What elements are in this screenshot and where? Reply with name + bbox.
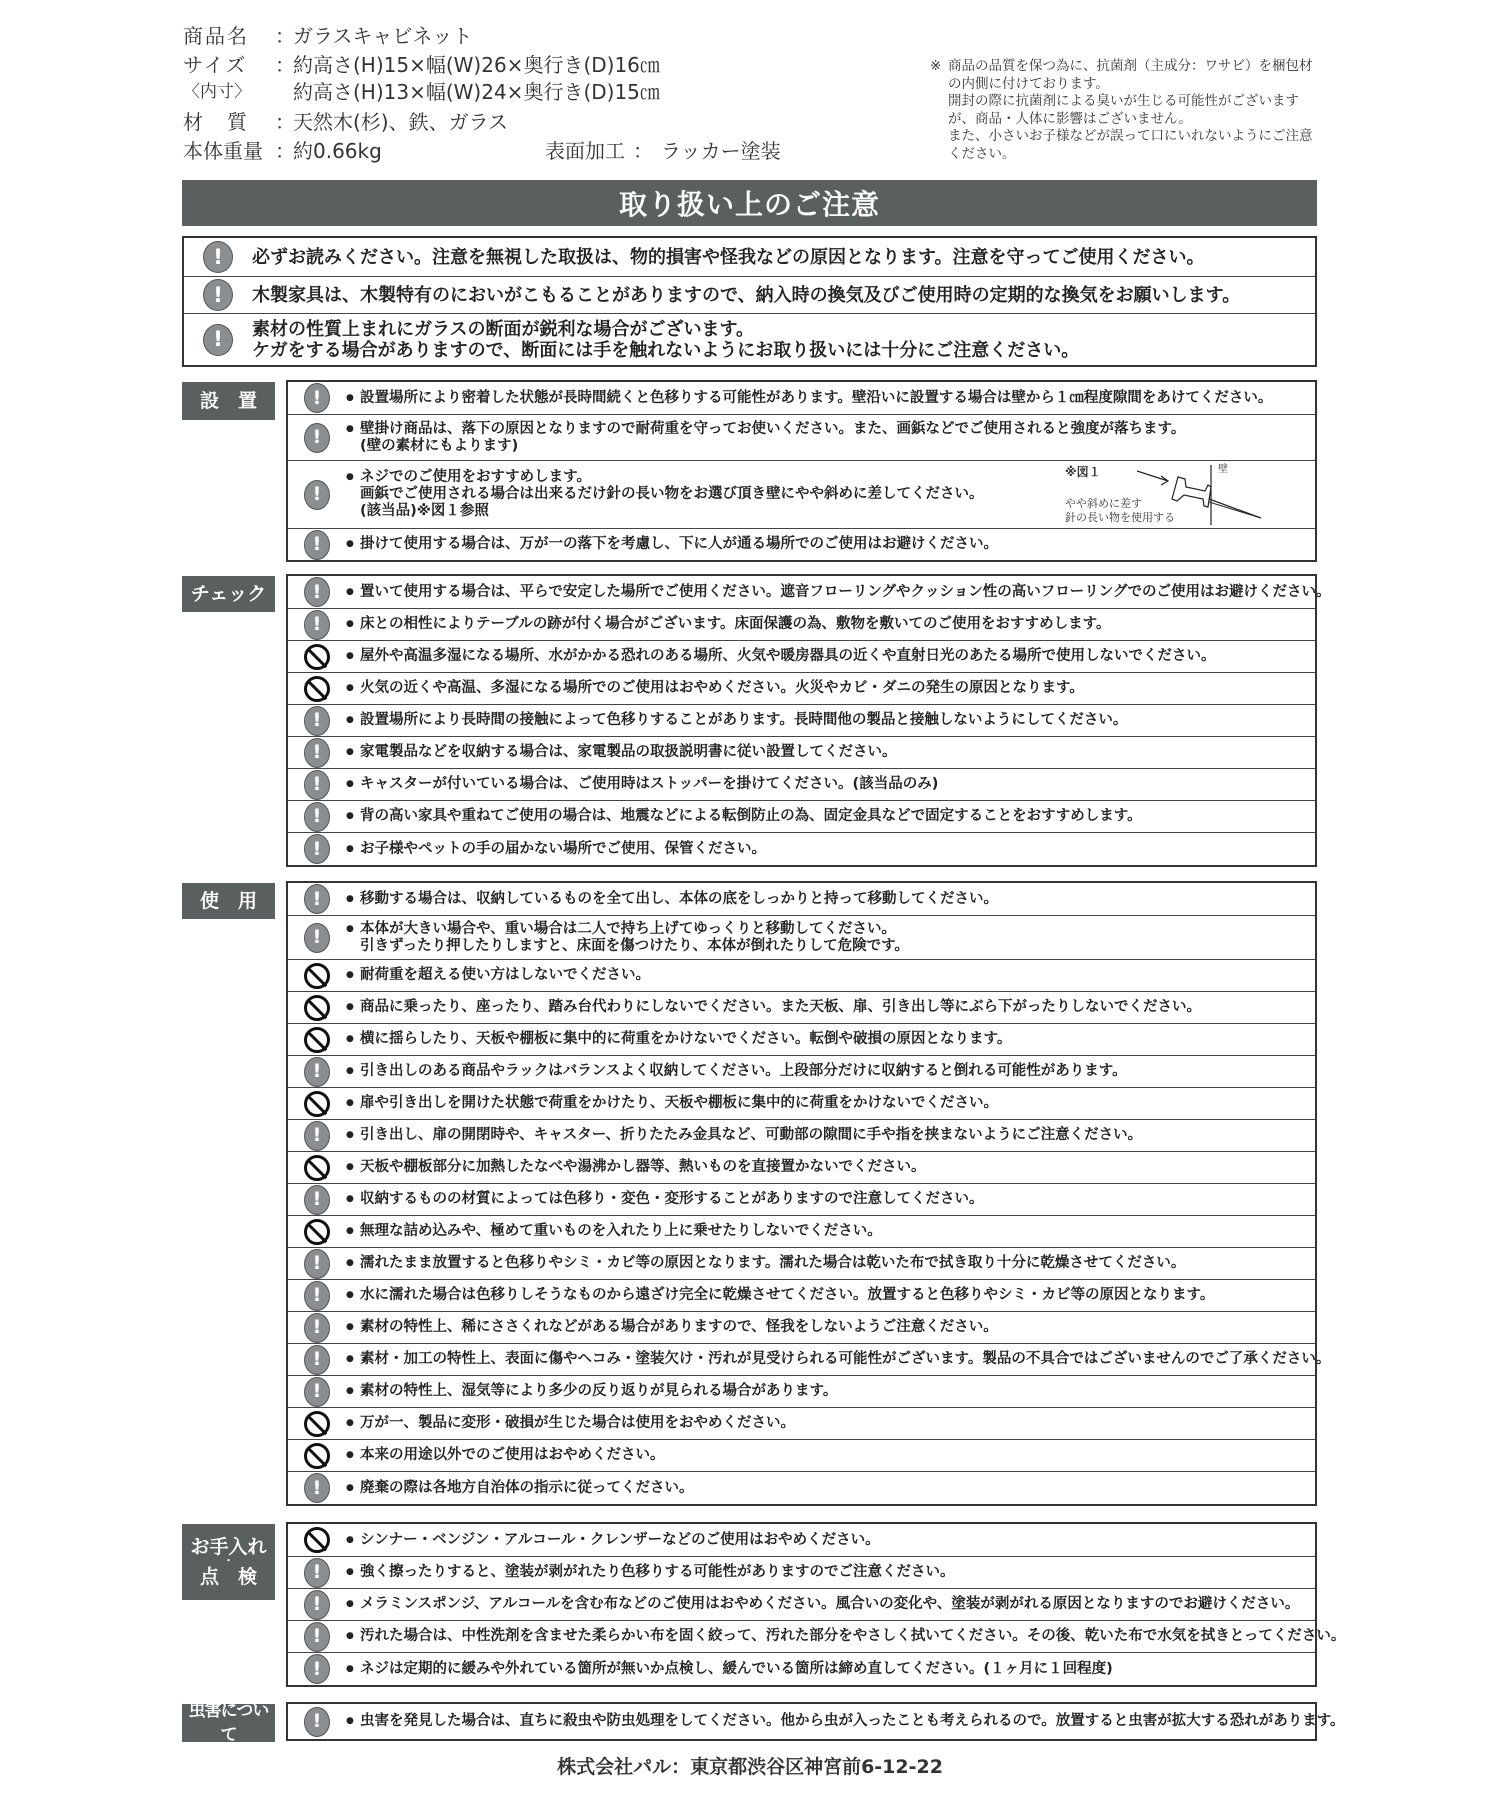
warning-icon: !: [304, 610, 330, 640]
caution-row: [288, 1311, 1315, 1343]
pushpin-icon: [1065, 463, 1285, 533]
bullet-icon: ●: [346, 1162, 354, 1172]
figure-wall-label: 壁: [1218, 464, 1228, 475]
icon-cell: [288, 676, 346, 702]
warning-icon: !: [304, 1313, 330, 1343]
icon-cell: [288, 834, 346, 864]
notice-text: 素材の性質上まれにガラスの断面が鋭利な場合がございます。 ケガをする場合がありますので、断面には手を触れないようにお取り扱いには十分にご注意ください。: [252, 318, 1080, 361]
caution-text: ● 床との相性によりテーブルの跡が付く場合がございます。床面保護の為、敷物を敷いてのご使用をおすすめします。: [346, 616, 1111, 632]
icon-cell: [184, 324, 252, 356]
note-line: ください。: [948, 145, 1016, 162]
bullet-icon: ●: [346, 1567, 354, 1577]
warning-icon: !: [304, 1249, 330, 1279]
bullet-icon: ●: [346, 619, 354, 629]
section-label-pests: 虫害について: [182, 1704, 275, 1742]
note-body: [930, 58, 1330, 163]
caution-text: ● 背の高い家具や重ねてご使用の場合は、地震などによる転倒防止の為、固定金具などで固定することをおすすめします。: [346, 808, 1142, 824]
icon-cell: [288, 1219, 346, 1245]
icon-cell: [288, 923, 346, 953]
caution-text: ● 扉や引き出しを開けた状態で荷重をかけたり、天板や棚板に集中的に荷重をかけないでください。: [346, 1095, 998, 1111]
caution-row: [288, 1215, 1315, 1247]
icon-cell: [288, 1707, 346, 1737]
bullet-icon: ●: [346, 1258, 354, 1268]
caution-row: [288, 1183, 1315, 1215]
bullet-icon: ●: [346, 715, 354, 725]
icon-cell: [288, 1281, 346, 1311]
icon-cell: [288, 530, 346, 560]
bullet-icon: ●: [346, 586, 354, 597]
bullet-icon: ●: [346, 1418, 354, 1428]
icon-cell: [288, 644, 346, 670]
caution-row: [288, 1471, 1315, 1504]
caution-row: [288, 1247, 1315, 1279]
prohibited-icon: [304, 676, 330, 702]
caution-text: ● 万が一、製品に変形・破損が生じた場合は使用をおやめください。: [346, 1415, 795, 1431]
bullet-icon: ●: [346, 1599, 354, 1609]
prohibited-icon: [304, 1091, 330, 1117]
caution-text: ● 無理な詰め込みや、極めて重いものを入れたり上に乗せたりしないでください。: [346, 1223, 882, 1239]
icon-cell: [288, 1185, 346, 1215]
caution-text: ● 収納するものの材質によっては色移り・変色・変形することがありますので注意してください。: [346, 1191, 984, 1207]
bullet-icon: ●: [346, 1002, 354, 1012]
spec-material: 材 質 ： 天然木(杉)、鉄、ガラス: [183, 108, 781, 137]
caution-text: ● 本来の用途以外でのご使用はおやめください。: [346, 1447, 665, 1463]
bullet-icon: ●: [346, 423, 354, 434]
caution-text: ● 天板や棚板部分に加熱したなべや湯沸かし器等、熱いものを直接置かないでください。: [346, 1159, 926, 1175]
warning-icon: !: [304, 738, 330, 768]
icon-cell: [288, 1411, 346, 1437]
caution-row: [288, 1556, 1315, 1588]
figure-caption: やや斜めに差す 針の長い物を使用する: [1065, 497, 1175, 524]
caution-row: [288, 832, 1315, 865]
caution-text: ● 素材の特性上、湿気等により多少の反り返りが見られる場合があります。: [346, 1383, 838, 1399]
warning-icon: !: [304, 1057, 330, 1087]
icon-cell: [288, 1121, 346, 1151]
spec-value: 約高さ(H)13×幅(W)24×奥行き(D)15㎝: [293, 80, 660, 104]
icon-cell: [288, 423, 346, 453]
icon-cell: [184, 241, 252, 273]
caution-row: [288, 1588, 1315, 1620]
spec-label: 本体重量: [183, 139, 263, 163]
caution-row: [288, 1439, 1315, 1471]
icon-cell: [288, 1155, 346, 1181]
caution-row: [288, 608, 1315, 640]
caution-row: [288, 640, 1315, 672]
bullet-icon: ●: [346, 1534, 354, 1545]
caution-row: [288, 1151, 1315, 1183]
section-label-installation: 設 置: [182, 382, 275, 420]
warning-icon: !: [304, 802, 330, 832]
page-title: 取り扱い上のご注意: [182, 180, 1317, 226]
icon-cell: [288, 963, 346, 989]
caution-text: ● 移動する場合は、収納しているものを全て出し、本体の底をしっかりと持って移動してください。: [346, 890, 998, 907]
caution-text: ● メラミンスポンジ、アルコールを含む布などのご使用はおやめください。風合いの変化や、塗装が剥がれる原因となりますのでお避けください。: [346, 1596, 1300, 1612]
caution-text: ● 火気の近くや高温、多湿になる場所でのご使用はおやめください。火災やカビ・ダニの発生の原因となります。: [346, 680, 1084, 696]
bullet-icon: ●: [346, 893, 354, 904]
prohibited-icon: [304, 995, 330, 1021]
icon-cell: [288, 1473, 346, 1503]
warning-icon: !: [304, 480, 330, 510]
warning-icon: !: [304, 770, 330, 800]
warning-icon: !: [304, 1654, 330, 1684]
caution-text: ● 横に揺らしたり、天板や棚板に集中的に荷重をかけないでください。転倒や破損の原因となります。: [346, 1031, 1012, 1047]
icon-cell: [184, 279, 252, 311]
warning-icon: !: [304, 1121, 330, 1151]
caution-text: ● 引き出し、扉の開閉時や、キャスター、折りたたみ金具など、可動部の隙間に手や指を挟まないようにご注意ください。: [346, 1127, 1143, 1143]
section-table-check: [286, 574, 1331, 867]
caution-text: ● 強く擦ったりすると、塗装が剥がれたり色移りする可能性がありますのでご注意ください。: [346, 1564, 955, 1580]
warning-icon: !: [304, 1345, 330, 1375]
spec-label: サイズ: [183, 53, 248, 77]
caution-row: [288, 1119, 1315, 1151]
warning-icon: !: [304, 577, 330, 607]
warning-icon: !: [203, 279, 233, 311]
bullet-icon: ●: [346, 1354, 354, 1364]
caution-text: ● 設置場所により密着した状態が長時間続くと色移りする可能性があります。壁沿いに設置する場合は壁から１㎝程度隙間をあけてください。: [346, 389, 1273, 406]
company-footer: 株式会社パル：東京都渋谷区神宮前6-12-22: [557, 1756, 943, 1778]
section-label-check: チェック: [182, 576, 275, 612]
bullet-icon: ●: [346, 811, 354, 821]
spec-label: 表面加工: [545, 139, 625, 163]
section-table-maintenance: [286, 1522, 1346, 1687]
warning-icon: !: [304, 1590, 330, 1620]
bullet-icon: ●: [346, 651, 354, 661]
icon-cell: [288, 1313, 346, 1343]
icon-cell: [288, 1622, 346, 1652]
icon-cell: [288, 802, 346, 832]
icon-cell: [288, 706, 346, 736]
spec-size: サイズ ： 約高さ(H)15×幅(W)26×奥行き(D)16㎝: [183, 51, 781, 80]
prohibited-icon: [304, 1527, 330, 1553]
product-spec: [183, 22, 781, 166]
icon-cell: [288, 1443, 346, 1469]
spec-product-name: 商品名 ： ガラスキャビネット: [183, 22, 781, 51]
spec-label: 〈内寸〉: [183, 82, 251, 102]
bullet-icon: ●: [346, 779, 354, 789]
warning-icon: !: [203, 324, 233, 356]
spec-inner-size: [183, 80, 781, 104]
section-label-usage: 使 用: [182, 883, 275, 919]
bullet-icon: ●: [346, 1716, 354, 1726]
caution-row: [288, 1407, 1315, 1439]
caution-text: ● 商品に乗ったり、座ったり、踏み台代わりにしないでください。また天板、扉、引き出し等にぶら下がったりしないでください。: [346, 999, 1201, 1015]
bullet-icon: ●: [346, 472, 354, 482]
spec-value: 約0.66kg: [293, 139, 382, 163]
caution-text: ● 虫害を発見した場合は、直ちに殺虫や防虫処理をしてください。他から虫が入ったことも考えられるので。放置すると虫害が拡大する恐れがあります。: [346, 1713, 1345, 1729]
caution-row: [288, 1375, 1315, 1407]
caution-text: ● 素材の特性上、稀にささくれなどがある場合がありますので、怪我をしないようご注意ください。: [346, 1319, 998, 1335]
caution-row: [288, 991, 1315, 1023]
warning-icon: !: [304, 1281, 330, 1311]
caution-row: [288, 1343, 1331, 1375]
bullet-icon: ●: [346, 843, 354, 854]
prohibited-icon: [304, 1155, 330, 1181]
bullet-icon: ●: [346, 970, 354, 980]
icon-cell: [288, 1654, 346, 1684]
caution-text: ● 屋外や高温多湿になる場所、水がかかる恐れのある場所、火気や暖房器具の近くや直射日光のあたる場所で使用しないでください。: [346, 648, 1216, 664]
icon-cell: [288, 610, 346, 640]
caution-text: ● 濡れたまま放置すると色移りやシミ・カビ等の原因となります。濡れた場合は乾いた布で拭き取り十分に乾燥させてください。: [346, 1255, 1186, 1271]
icon-cell: [288, 577, 346, 607]
icon-cell: [288, 1590, 346, 1620]
caution-text: ● 壁掛け商品は、落下の原因となりますので耐荷重を守ってお使いください。また、画鋲などでご使用されると強度が落ちます。 (壁の素材にもよります): [346, 420, 1186, 454]
icon-cell: [288, 1527, 346, 1553]
caution-text: ● お子様やペットの手の届かない場所でご使用、保管ください。: [346, 840, 766, 857]
bullet-icon: ●: [346, 539, 354, 549]
warning-icon: !: [304, 1185, 330, 1215]
bullet-icon: ●: [346, 1322, 354, 1332]
caution-row: [288, 959, 1315, 991]
reference-mark: ※: [930, 58, 942, 74]
caution-row: [288, 915, 1315, 959]
caution-text: ● 掛けて使用する場合は、万が一の落下を考慮し、下に人が通る場所でのご使用はお避けください。: [346, 536, 998, 552]
bullet-icon: ●: [346, 1631, 354, 1641]
prohibited-icon: [304, 1219, 330, 1245]
spec-weight: 本体重量 ： 約0.66kg 表面加工 ： ラッカー塗装: [183, 137, 781, 166]
bullet-icon: ●: [346, 1098, 354, 1108]
caution-row: [288, 768, 1315, 800]
section-table-pests: [286, 1702, 1345, 1741]
caution-row: [288, 1055, 1315, 1087]
icon-cell: [288, 770, 346, 800]
note-line: が、商品・人体に影響はございません。: [948, 110, 1192, 127]
icon-cell: [288, 884, 346, 914]
caution-text: ● 耐荷重を超える使い方はしないでください。: [346, 967, 650, 983]
section-label-maintenance: お手入れ ・ 点 検: [182, 1524, 275, 1600]
prohibited-icon: [304, 1027, 330, 1053]
icon-cell: [288, 1057, 346, 1087]
icon-cell: [288, 1558, 346, 1588]
bullet-icon: ●: [346, 1066, 354, 1076]
bullet-icon: ●: [346, 747, 354, 757]
figure-1: [1065, 463, 1285, 533]
caution-row: [288, 1087, 1315, 1119]
section-table-usage: [286, 881, 1331, 1506]
prohibited-icon: [304, 1411, 330, 1437]
bullet-icon: ●: [346, 392, 354, 403]
bullet-icon: ●: [346, 683, 354, 693]
bullet-icon: ●: [346, 1482, 354, 1493]
notice-row: [184, 238, 1315, 276]
note-line: 商品の品質を保つ為に、抗菌剤（主成分：ワサビ）を梱包材: [948, 58, 1313, 74]
caution-text: ● ネジは定期的に緩みや外れている箇所が無いか点検し、緩んでいる箇所は締め直してください。(１ヶ月に１回程度): [346, 1660, 1113, 1677]
caution-text: ● シンナー・ベンジン・アルコール・クレンザーなどのご使用はおやめください。: [346, 1531, 880, 1548]
caution-row: [288, 704, 1315, 736]
bullet-icon: ●: [346, 1450, 354, 1460]
caution-text: ● 本体が大きい場合や、重い場合は二人で持ち上げてゆっくりと移動してください。 引きずったり押したりしますと、床面を傷つけたり、本体が倒れたりして危険です。: [346, 920, 909, 954]
warning-icon: !: [304, 834, 330, 864]
bullet-icon: ●: [346, 1290, 354, 1300]
warning-icon: !: [304, 884, 330, 914]
caution-row: [288, 1524, 1315, 1556]
bullet-icon: ●: [346, 923, 354, 934]
caution-text: ● 設置場所により長時間の接触によって色移りすることがあります。長時間他の製品と接触しないようにしてください。: [346, 712, 1128, 728]
icon-cell: [288, 738, 346, 768]
caution-row: [288, 382, 1315, 414]
caution-row: [288, 736, 1315, 768]
caution-row: [288, 576, 1331, 608]
caution-text: ● 水に濡れた場合は色移りしそうなものから遠ざけ完全に乾燥させてください。放置すると色移りやシミ・カビ等の原因となります。: [346, 1287, 1215, 1303]
caution-text: ● 置いて使用する場合は、平らで安定した場所でご使用ください。遮音フローリングやクッション性の高いフローリングでのご使用はお避けください。: [346, 583, 1331, 600]
spec-value: ガラスキャビネット: [293, 24, 473, 48]
caution-text: ● 廃棄の際は各地方自治体の指示に従ってください。: [346, 1479, 694, 1496]
warning-icon: !: [304, 1473, 330, 1503]
figure-title: ※図１: [1065, 465, 1101, 479]
warning-icon: !: [203, 241, 233, 273]
icon-cell: [288, 1345, 346, 1375]
caution-text: ● ネジでのご使用をおすすめします。 画鋲でご使用される場合は出来るだけ針の長い物をお選び頂き壁にやや斜めに差してください。 (該当品)※図１参照: [346, 469, 984, 519]
notice-row: [184, 313, 1315, 365]
warning-icon: !: [304, 1377, 330, 1407]
caution-row: [288, 1620, 1346, 1652]
prohibited-icon: [304, 1443, 330, 1469]
icon-cell: [288, 383, 346, 413]
warning-icon: !: [304, 1558, 330, 1588]
prohibited-icon: [304, 644, 330, 670]
warning-icon: !: [304, 530, 330, 560]
caution-text: ● 家電製品などを収納する場合は、家電製品の取扱説明書に従い設置してください。: [346, 744, 897, 760]
warning-icon: !: [304, 423, 330, 453]
caution-row: [288, 883, 1315, 915]
icon-cell: [288, 1091, 346, 1117]
caution-text: ● 汚れた場合は、中性洗剤を含ませた柔らかい布を固く絞って、汚れた部分をやさしく拭いてください。その後、乾いた布で水気を拭きとってください。: [346, 1628, 1346, 1644]
spec-value: 約高さ(H)15×幅(W)26×奥行き(D)16㎝: [293, 53, 660, 77]
icon-cell: [288, 1027, 346, 1053]
caution-row: [288, 1279, 1315, 1311]
antibacterial-note: [930, 58, 1330, 163]
prohibited-icon: [304, 963, 330, 989]
spec-value: ラッカー塗装: [661, 139, 781, 163]
caution-row: [288, 1023, 1315, 1055]
notice-text: 必ずお読みください。注意を無視した取扱は、物的損害や怪我などの原因となります。注意を守ってご使用ください。: [252, 246, 1205, 268]
bullet-icon: ●: [346, 1386, 354, 1396]
top-notices: [182, 236, 1317, 367]
spec-label: 材 質: [183, 110, 249, 134]
bullet-icon: ●: [346, 1226, 354, 1236]
icon-cell: [288, 1377, 346, 1407]
icon-cell: [288, 995, 346, 1021]
note-line: 開封の際に抗菌剤による臭いが生じる可能性がございます: [948, 93, 1299, 109]
bullet-icon: ●: [346, 1034, 354, 1044]
icon-cell: [288, 480, 346, 510]
caution-text: ● キャスターが付いている場合は、ご使用時はストッパーを掛けてください。(該当品のみ): [346, 776, 939, 792]
warning-icon: !: [304, 383, 330, 413]
note-line: また、小さいお子様などが誤って口にいれないようにご注意: [948, 128, 1313, 144]
bullet-icon: ●: [346, 1663, 354, 1674]
warning-icon: !: [304, 1622, 330, 1652]
warning-icon: !: [304, 923, 330, 953]
note-line: の内側に付けております。: [948, 75, 1109, 92]
spec-label: 商品名: [183, 24, 249, 48]
bullet-icon: ●: [346, 1130, 354, 1140]
notice-text: 木製家具は、木製特有のにおいがこもることがありますので、納入時の換気及びご使用時の定期的な換気をお願いします。: [252, 284, 1241, 306]
caution-row: [288, 1652, 1315, 1685]
warning-icon: !: [304, 1707, 330, 1737]
caution-text: ● 引き出しのある商品やラックはバランスよく収納してください。上段部分だけに収納すると倒れる可能性があります。: [346, 1063, 1127, 1079]
caution-row: [288, 1704, 1345, 1739]
spec-value: 天然木(杉)、鉄、ガラス: [293, 110, 509, 134]
notice-row: [184, 276, 1315, 313]
caution-row: [288, 672, 1315, 704]
caution-row: [288, 414, 1315, 460]
warning-icon: !: [304, 706, 330, 736]
caution-text: ● 素材・加工の特性上、表面に傷やヘコみ・塗装欠け・汚れが見受けられる可能性がございます。製品の不具合ではございませんのでご了承ください。: [346, 1351, 1331, 1367]
icon-cell: [288, 1249, 346, 1279]
bullet-icon: ●: [346, 1194, 354, 1204]
caution-row: [288, 800, 1315, 832]
